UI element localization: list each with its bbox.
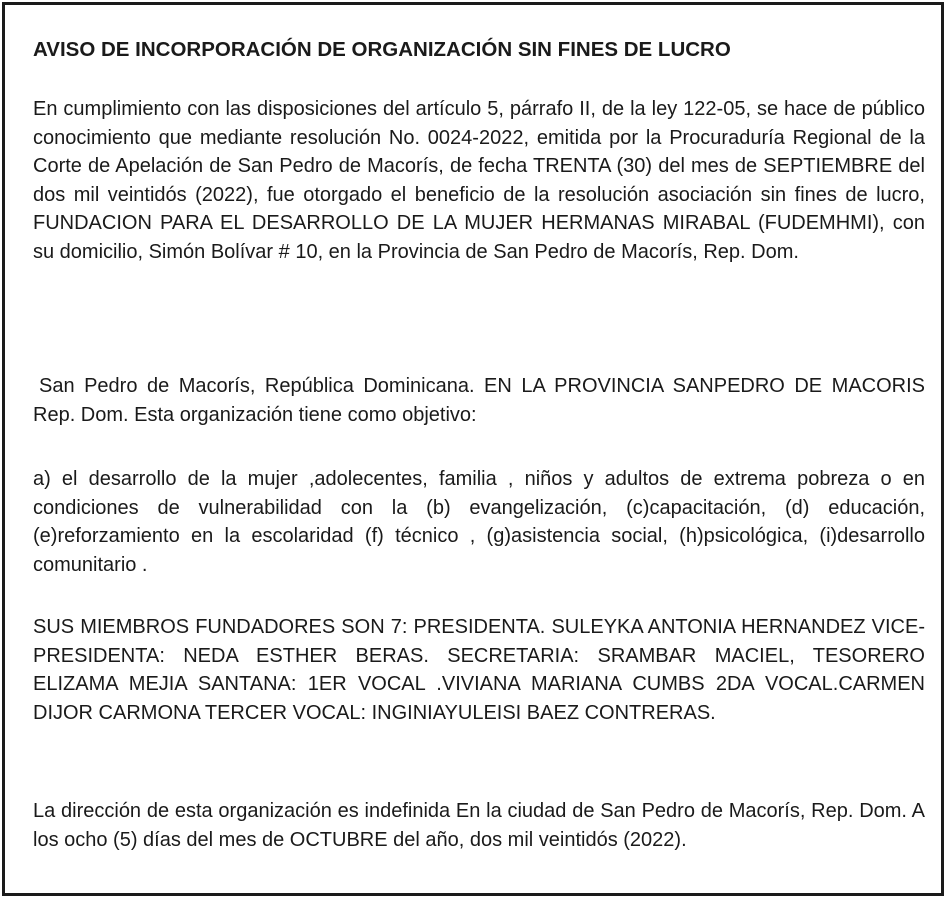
- paragraph-location-objective: San Pedro de Macorís, República Dominicana. EN LA PROVINCIA SANPEDRO DE MACORIS Rep. Dom. Esta organización tiene como objetivo:: [33, 375, 925, 426]
- legal-notice-box: [2, 2, 944, 896]
- paragraph-founding-members: SUS MIEMBROS FUNDADORES SON 7: PRESIDENTA. SULEYKA ANTONIA HERNANDEZ VICE-PRESIDENTA: NEDA ESTHER BERAS. SECRETARIA: SRAMBAR MACIEL, TESORERO ELIZAMA MEJIA SANTANA: 1ER VOCAL .VIVIANA MARIANA CUMBS 2DA VOCAL.CARMEN DIJOR CARMONA TERCER VOCAL: INGINIAYULEISI BAEZ CONTRERAS.: [33, 616, 925, 724]
- notice-title: AVISO DE INCORPORACIÓN DE ORGANIZACIÓN SIN FINES DE LUCRO: [33, 38, 731, 61]
- paragraph-legal-basis: En cumplimiento con las disposiciones del artículo 5, párrafo II, de la ley 122-05, se hace de público conocimiento que mediante resolución No. 0024-2022, emitida por la Procuraduría Regional de la Corte de Apelación de San Pedro de Macorís, de fecha TRENTA (30) del mes de SEPTIEMBRE del dos mil veintidós (2022), fue otorgado el beneficio de la resolución asociación sin fines de lucro, FUNDACION PARA EL DESARROLLO DE LA MUJER HERMANAS MIRABAL (FUDEMHMI), con su domicilio, Simón Bolívar # 10, en la Provincia de San Pedro de Macorís, Rep. Dom.: [33, 98, 925, 263]
- paragraph-objectives-list: a) el desarrollo de la mujer ,adolecentes, familia , niños y adultos de extrema pobreza o en condiciones de vulnerabilidad con la (b) evangelización, (c)capacitación, (d) educación, (e)reforzamiento en la escolaridad (f) técnico , (g)asistencia social, (h)psicológica, (i)desarrollo comunitario .: [33, 468, 925, 576]
- paragraph-address-date: La dirección de esta organización es indefinida En la ciudad de San Pedro de Macorís, Rep. Dom. A los ocho (5) días del mes de OCTUBRE del año, dos mil veintidós (2022).: [33, 800, 925, 851]
